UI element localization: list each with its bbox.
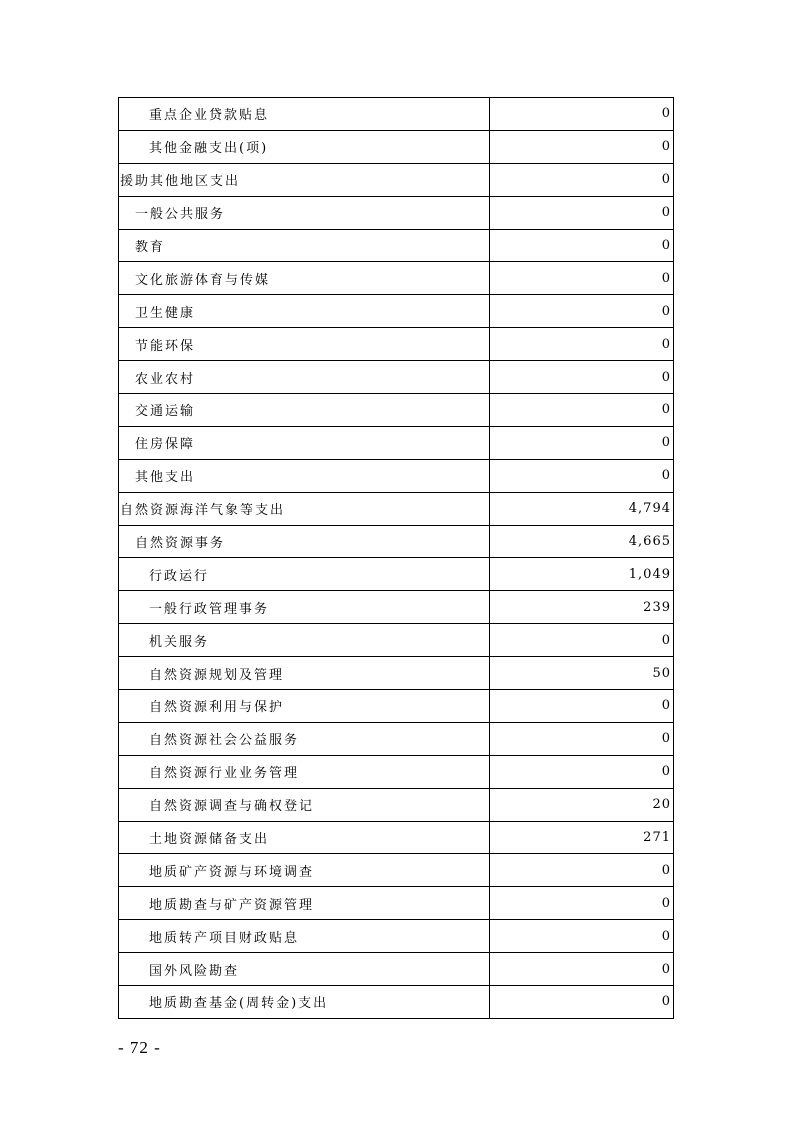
item-name: 重点企业贷款贴息: [119, 98, 490, 131]
item-name: 地质勘查基金(周转金)支出: [119, 986, 490, 1019]
item-name: 自然资源行业业务管理: [119, 755, 490, 788]
item-amount: 4,665: [490, 525, 674, 558]
item-amount: 0: [490, 426, 674, 459]
item-name: 自然资源事务: [119, 525, 490, 558]
item-name: 机关服务: [119, 624, 490, 657]
table-row: [119, 492, 674, 525]
table-row: [119, 624, 674, 657]
item-name: 自然资源利用与保护: [119, 690, 490, 723]
item-amount: 0: [490, 624, 674, 657]
table-body: [119, 98, 674, 1019]
table-row: [119, 361, 674, 394]
table-row: [119, 229, 674, 262]
table-row: [119, 986, 674, 1019]
table-row: [119, 459, 674, 492]
item-amount: 0: [490, 295, 674, 328]
table-row: [119, 98, 674, 131]
item-amount: 0: [490, 361, 674, 394]
item-amount: 239: [490, 591, 674, 624]
table-row: [119, 920, 674, 953]
item-name: 自然资源社会公益服务: [119, 722, 490, 755]
item-name: 节能环保: [119, 328, 490, 361]
table-row: [119, 196, 674, 229]
item-amount: 0: [490, 262, 674, 295]
item-amount: 0: [490, 690, 674, 723]
item-name: 住房保障: [119, 426, 490, 459]
item-name: 自然资源规划及管理: [119, 657, 490, 690]
item-name: 地质勘查与矿产资源管理: [119, 887, 490, 920]
table-row: [119, 262, 674, 295]
item-name: 其他支出: [119, 459, 490, 492]
item-name: 地质转产项目财政贴息: [119, 920, 490, 953]
item-amount: 0: [490, 755, 674, 788]
budget-expenditure-table: [118, 97, 674, 1019]
item-amount: 50: [490, 657, 674, 690]
table-row: [119, 953, 674, 986]
item-name: 其他金融支出(项): [119, 130, 490, 163]
item-name: 一般行政管理事务: [119, 591, 490, 624]
item-amount: 271: [490, 821, 674, 854]
table-row: [119, 854, 674, 887]
item-name: 交通运输: [119, 394, 490, 427]
table-row: [119, 591, 674, 624]
item-name: 一般公共服务: [119, 196, 490, 229]
table-row: [119, 690, 674, 723]
item-amount: 0: [490, 394, 674, 427]
table-row: [119, 163, 674, 196]
item-amount: 1,049: [490, 558, 674, 591]
item-amount: 20: [490, 788, 674, 821]
item-name: 行政运行: [119, 558, 490, 591]
item-amount: 0: [490, 854, 674, 887]
table-row: [119, 887, 674, 920]
table-row: [119, 657, 674, 690]
item-name: 援助其他地区支出: [119, 163, 490, 196]
item-name: 教育: [119, 229, 490, 262]
item-amount: 0: [490, 229, 674, 262]
item-name: 地质矿产资源与环境调查: [119, 854, 490, 887]
item-amount: 0: [490, 953, 674, 986]
table-row: [119, 328, 674, 361]
item-amount: 0: [490, 887, 674, 920]
item-name: 农业农村: [119, 361, 490, 394]
item-amount: 4,794: [490, 492, 674, 525]
item-name: 土地资源储备支出: [119, 821, 490, 854]
item-name: 卫生健康: [119, 295, 490, 328]
item-amount: 0: [490, 130, 674, 163]
item-name: 国外风险勘查: [119, 953, 490, 986]
item-name: 自然资源调查与确权登记: [119, 788, 490, 821]
item-amount: 0: [490, 196, 674, 229]
table-row: [119, 426, 674, 459]
table-row: [119, 722, 674, 755]
page-number: - 72 -: [118, 1038, 161, 1057]
table-row: [119, 558, 674, 591]
item-name: 自然资源海洋气象等支出: [119, 492, 490, 525]
item-amount: 0: [490, 986, 674, 1019]
item-amount: 0: [490, 459, 674, 492]
item-amount: 0: [490, 328, 674, 361]
table-row: [119, 130, 674, 163]
table-row: [119, 788, 674, 821]
table-row: [119, 821, 674, 854]
table-row: [119, 525, 674, 558]
table-row: [119, 295, 674, 328]
item-amount: 0: [490, 722, 674, 755]
item-amount: 0: [490, 98, 674, 131]
item-name: 文化旅游体育与传媒: [119, 262, 490, 295]
item-amount: 0: [490, 920, 674, 953]
table-row: [119, 394, 674, 427]
table-row: [119, 755, 674, 788]
item-amount: 0: [490, 163, 674, 196]
